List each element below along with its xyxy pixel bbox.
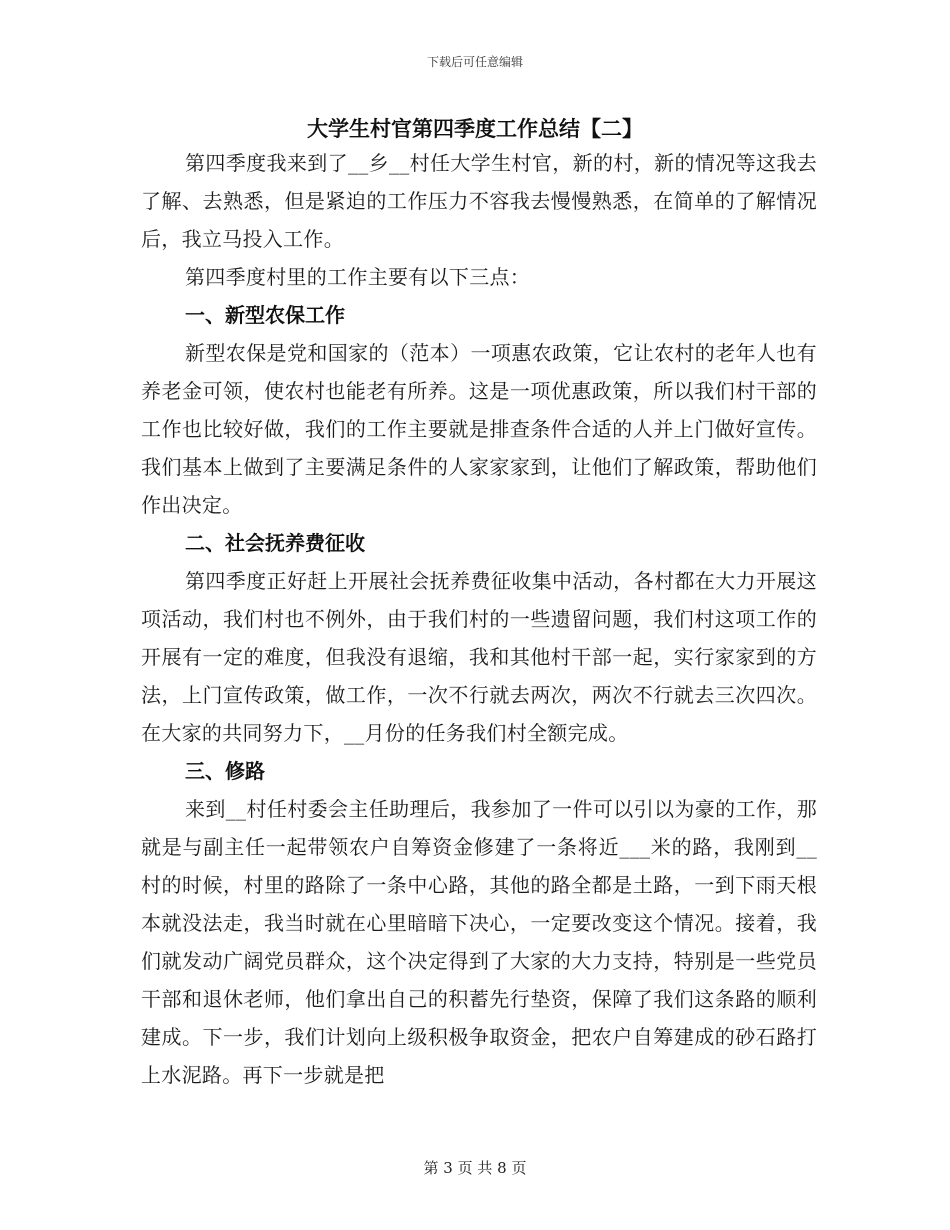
section-paragraph: 新型农保是党和国家的（范本）一项惠农政策，它让农村的老年人也有养老金可领，使农村也能老有所养。这是一项优惠政策，所以我们村干部的工作也比较好做，我们的工作主要就是排查条件合适的人并上门做好宣传。我们基本上做到了主要满足条件的人家家家到，让他们了解政策，帮助他们作出决定。	[141, 341, 817, 517]
page-indicator: 第 3 页 共 8 页	[423, 1159, 527, 1177]
intro-paragraph: 第四季度村里的工作主要有以下三点：	[185, 265, 531, 289]
intro-paragraph: 第四季度我来到了__乡__村任大学生村官，新的村，新的情况等这我去了解、去熟悉，但是紧迫的工作压力不容我去慢慢熟悉，在简单的了解情况后，我立马投入工作。	[141, 151, 817, 251]
section-paragraph: 第四季度正好赶上开展社会抚养费征收集中活动，各村都在大力开展这项活动，我们村也不例外，由于我们村的一些遗留问题，我们村这项工作的开展有一定的难度，但我没有退缩，我和其他村干部一起，实行家家到的方法，上门宣传政策，做工作，一次不行就去两次，两次不行就去三次四次。在大家的共同努力下，__月份的任务我们村全额完成。	[141, 569, 817, 745]
section-paragraph: 来到__村任村委会主任助理后，我参加了一件可以引以为豪的工作，那就是与副主任一起带领农户自筹资金修建了一条将近___米的路，我刚到__村的时候，村里的路除了一条中心路，其他的路全都是土路，一到下雨天根本就没法走，我当时就在心里暗暗下决心，一定要改变这个情况。接着，我们就发动广阔党员群众，这个决定得到了大家的大力支持，特别是一些党员干部和退休老师，他们拿出自己的积蓄先行垫资，保障了我们这条路的顺利建成。下一步，我们计划向上级积极争取资金，把农户自筹建成的砂石路打上水泥路。再下一步就是把	[141, 797, 817, 1087]
section-heading: 三、修路	[185, 759, 265, 783]
section-heading: 一、新型农保工作	[185, 303, 345, 327]
section-heading: 二、社会抚养费征收	[185, 531, 365, 555]
header-note: 下载后可任意编辑	[426, 55, 523, 69]
document-title: 大学生村官第四季度工作总结【二】	[307, 117, 643, 141]
document-body	[141, 144, 817, 1094]
